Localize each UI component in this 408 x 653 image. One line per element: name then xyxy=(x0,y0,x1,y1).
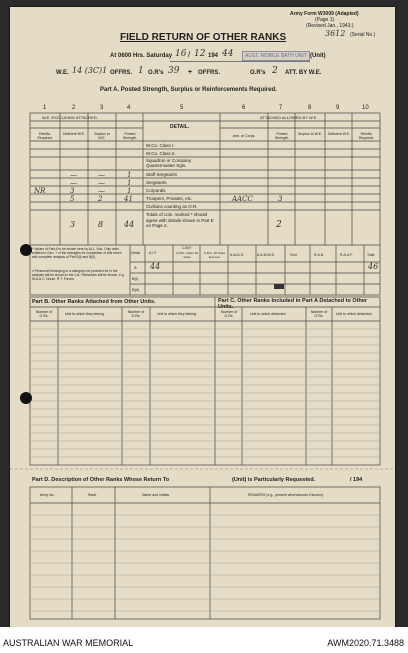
form-title: FIELD RETURN OF OTHER RANKS xyxy=(120,32,287,43)
row-detail-1: W.Co. Class I. xyxy=(146,143,175,148)
cell-r4-c2: — xyxy=(70,171,77,179)
row-detail-4: Staff Sergeants xyxy=(146,172,177,177)
date-separator: / xyxy=(188,50,191,59)
right-header-4: Deficient W.E. xyxy=(328,132,350,136)
row-detail-5: Sergeants xyxy=(146,180,167,185)
unit-stamp: AUST. MOBILE BATH UNIT xyxy=(242,51,310,61)
col-number-8: 8 xyxy=(308,105,312,111)
revision-label: (Revised Jan., 1943.) xyxy=(306,23,354,29)
part-c-header-1: Number of O.Rs. xyxy=(220,310,238,318)
cell-r4-c4: 1 xyxy=(127,171,132,179)
col-number-10: 10 xyxy=(362,105,369,111)
cell-r5-c3: — xyxy=(98,179,105,187)
col-number-6: 6 xyxy=(242,105,246,111)
cell-r6-c2: 3 xyxy=(70,187,75,195)
date-day: 16 xyxy=(175,49,187,59)
year-prefix: 194 xyxy=(208,53,219,59)
part-d-header-remarks: REMARKS (e.g., present whereabouts if known). xyxy=(248,493,324,497)
part-c-title: Part C. Other Ranks Included in Part A Detached to Other Units. xyxy=(218,298,368,310)
row-detail-6: Corporals xyxy=(146,188,166,193)
row-detail-7: Troopers, Privates, etc. xyxy=(146,196,193,201)
cell-r7-c6: AACC xyxy=(232,195,253,203)
part-b-header-4: Unit to which they belong xyxy=(157,312,197,316)
cell-total-c3: 8 xyxy=(98,220,104,229)
date-month: 12 xyxy=(194,49,206,59)
or2-value: 2 xyxy=(272,66,278,76)
analysis-row-a: A xyxy=(134,265,137,270)
cell-r7-c3: 2 xyxy=(98,195,103,203)
cell-r7-c7: 3 xyxy=(278,195,283,203)
analysis-header-civil: Civil. xyxy=(290,253,298,257)
part-b-header-1: Number of O.Rs. xyxy=(35,310,53,318)
we-label: W.E. xyxy=(56,70,69,76)
analysis-row-bii: B(ii) xyxy=(132,287,140,292)
or-value: 39 xyxy=(168,66,180,76)
serial-label: (Serial No.) xyxy=(350,32,376,38)
part-c-header-2: Unit to which detached. xyxy=(250,312,287,316)
cell-r7-c2: 5 xyxy=(70,195,75,203)
analysis-header-awas: A.W.A.S. xyxy=(230,253,245,257)
analysis-a-aif: 44 xyxy=(150,262,161,271)
right-group-header: ATTACHED ALLOWED BY W.E. xyxy=(260,115,318,120)
row-detail-2: W.Co. Class II. xyxy=(146,151,176,156)
left-header-4: Posted Strength. xyxy=(122,132,138,140)
right-header-1: Arm. or Corps. xyxy=(232,134,256,138)
offrs-value: 1 xyxy=(138,66,144,76)
cell-r6-c3: — xyxy=(98,187,105,195)
cell-total-c7: 2 xyxy=(276,220,282,230)
col-number-5: 5 xyxy=(180,105,184,111)
part-d-header-army-no: Army No. xyxy=(40,493,55,497)
part-d-title: Part D. Description of Other Ranks Whose Return To xyxy=(32,477,170,483)
col-number-3: 3 xyxy=(100,105,104,111)
part-d-header-rank: Rank. xyxy=(88,493,98,497)
col-number-7: 7 xyxy=(279,105,283,111)
at-prefix: At 0600 Hrs. Saturday xyxy=(110,53,173,59)
part-b-title: Part B. Other Ranks Attached from Other Units. xyxy=(32,299,156,305)
footer-accession-number: AWM2020.71.3488 xyxy=(327,638,404,648)
left-header-3: Surplus to W.E. xyxy=(94,132,110,140)
punch-hole-bottom xyxy=(20,392,32,404)
note-2: x Personnel belonging to a category not provided for in the analysis will be shown in the Col. Particulars will be shown, e.g. W.A.A.C. Nurse, R.T. Forces. xyxy=(32,269,125,281)
row-detail-3: Squadron or Company Quartermaster Sgts. xyxy=(146,158,192,168)
left-header-1: Reinfts. Required. xyxy=(37,132,53,140)
part-a-title: Part A. Posted Strength, Surplus or Reinforcements Required. xyxy=(100,87,277,93)
part-c-header-3: Number of O.Rs. xyxy=(310,310,328,318)
cell-total-c4: 44 xyxy=(124,220,135,229)
part-b-header-2: Unit to which they belong xyxy=(65,312,105,316)
cell-r4-c3: — xyxy=(98,171,105,179)
punch-hole-top xyxy=(20,244,32,256)
date-year: 44 xyxy=(222,49,234,59)
army-form-label: Army Form W3009 (Adapted) xyxy=(290,11,359,17)
archive-footer xyxy=(0,627,408,653)
row-detail-9: Totals of cols. marked * should agree with details shown in Part E on Page 2. xyxy=(146,212,214,228)
or2-label: O.R's xyxy=(250,70,266,76)
serial-value: 3612 xyxy=(325,29,346,38)
right-header-2: Posted Strength. xyxy=(274,132,290,140)
offrs-label: OFFRS. xyxy=(110,70,132,76)
analysis-header-detail: Detail xyxy=(131,251,140,255)
form-page xyxy=(10,7,395,627)
part-b-header-3: Number of O.Rs. xyxy=(127,310,145,318)
col-number-2: 2 xyxy=(72,105,76,111)
left-header-2: Deficient W.E. xyxy=(63,132,85,136)
cell-r6-c4: 1 xyxy=(127,187,132,195)
part-c-header-4: Unit to which detached. xyxy=(336,312,373,316)
col-number-1: 1 xyxy=(43,105,47,111)
cell-r5-c4: 1 xyxy=(127,179,132,187)
plus-sign: + xyxy=(188,69,193,76)
analysis-filled-block xyxy=(274,284,284,289)
part-d-date: / 194 xyxy=(350,477,363,483)
offrs2-label: OFFRS. xyxy=(198,70,220,76)
or-label: O.R's xyxy=(148,70,164,76)
cell-r5-c2: — xyxy=(70,179,77,187)
part-d-header-name: Name and Initials. xyxy=(142,493,171,497)
analysis-header-cmf: C.M.F. xyxy=(182,246,193,250)
right-header-3: Surplus to W.E. xyxy=(297,132,323,136)
analysis-header-aif: A.I.F. xyxy=(149,251,157,255)
analysis-header-cmf-over18: C.M.F. 18 Years and over xyxy=(203,251,226,259)
row-detail-8: Civilians counting as O.R. xyxy=(146,204,198,209)
right-header-5: Reinfts. Required. xyxy=(358,132,375,140)
analysis-header-aamws: A.A.M.W.S. xyxy=(257,253,275,257)
note-1: * Values of Part A to be shown here by ALL. Nos. Only units entitled to Gen. ? of the strengths for completion of this return with complete analysis of Part B(i) and B(ii). xyxy=(32,247,122,259)
analysis-header-total: Total xyxy=(367,253,375,257)
cell-r6-c1: NR xyxy=(34,187,46,195)
unit-label: (Unit) xyxy=(310,53,326,59)
page-number: (Page 1) xyxy=(315,17,335,23)
we-value: 14 (3C)1 xyxy=(72,66,108,75)
analysis-a-total: 46 xyxy=(368,262,379,271)
left-group-header: W.E. EXCLUDING ATTACHED. xyxy=(42,115,98,120)
detail-header: DETAIL. xyxy=(170,124,190,130)
cell-r7-c4: 41 xyxy=(124,195,133,203)
footer-institution: AUSTRALIAN WAR MEMORIAL xyxy=(3,638,134,648)
att-label: ATT. BY W.E. xyxy=(285,70,322,76)
analysis-header-cmf-under18: C.M.F. Under 18 Years xyxy=(176,251,198,259)
form-grid xyxy=(10,7,395,627)
col-number-4: 4 xyxy=(127,105,131,111)
col-number-9: 9 xyxy=(336,105,340,111)
analysis-header-raaf: R.A.A.F. xyxy=(340,253,353,257)
analysis-header-ran: R.A.N. xyxy=(314,253,325,257)
analysis-row-bi: B(i) xyxy=(132,276,139,281)
cell-total-c2: 3 xyxy=(70,220,76,229)
part-d-title-2: (Unit) is Particularly Requested. xyxy=(232,477,316,483)
